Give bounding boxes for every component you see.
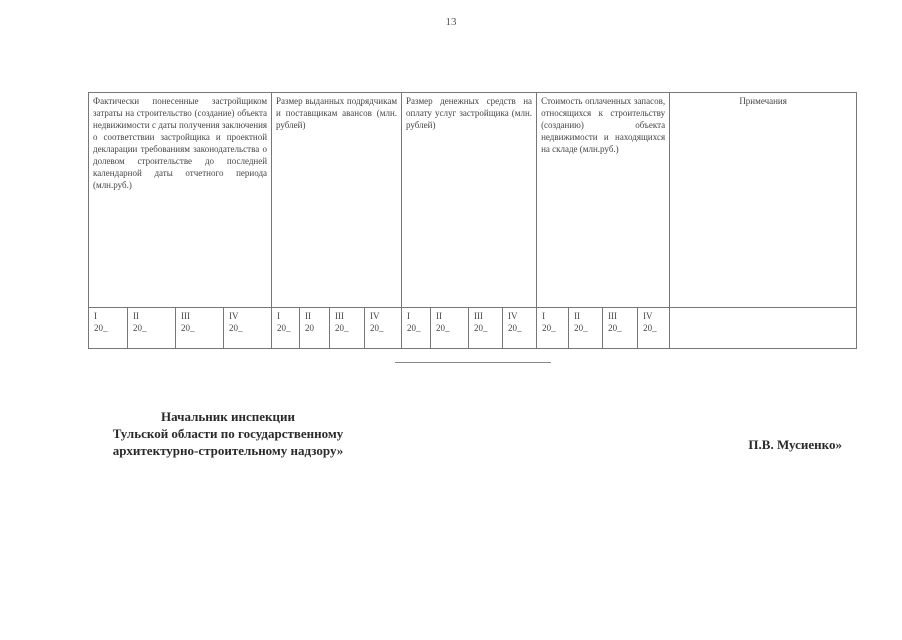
quarter-cell: IV 20_ bbox=[224, 308, 272, 349]
quarter-cell: III 20_ bbox=[176, 308, 224, 349]
quarter-cell: II 20 bbox=[300, 308, 330, 349]
header-developer-services: Размер денежных средств на оплату услуг застройщика (млн. рублей) bbox=[402, 93, 537, 308]
quarter-cell: I 20_ bbox=[537, 308, 569, 349]
signature-title bbox=[78, 408, 378, 459]
signature-title-line: архитектурно-строительному надзору» bbox=[112, 443, 344, 458]
page-number: 13 bbox=[445, 16, 457, 28]
header-notes: Примечания bbox=[670, 93, 857, 308]
report-table bbox=[88, 92, 857, 349]
quarter-cell: I 20_ bbox=[402, 308, 431, 349]
quarters-row bbox=[89, 308, 857, 349]
quarter-cell: IV 20_ bbox=[638, 308, 670, 349]
quarter-cell: III 20_ bbox=[603, 308, 638, 349]
signature-name: П.В. Мусиенко» bbox=[748, 437, 842, 452]
quarter-cell: II 20_ bbox=[128, 308, 176, 349]
header-row bbox=[89, 93, 857, 308]
quarter-cell: III 20_ bbox=[469, 308, 503, 349]
quarter-cell: II 20_ bbox=[569, 308, 603, 349]
quarter-cell: III 20_ bbox=[330, 308, 365, 349]
quarter-cell: IV 20_ bbox=[503, 308, 537, 349]
quarter-cell: I 20_ bbox=[272, 308, 300, 349]
separator-line bbox=[395, 362, 551, 363]
signature-title-line: Тульской области по государственному bbox=[112, 426, 344, 441]
header-stock-cost: Стоимость оплаченных запасов, относящихся к строительству (созданию) объекта недвижимости и находящихся на складе (млн.руб.) bbox=[537, 93, 670, 308]
notes-empty-cell bbox=[670, 308, 857, 349]
header-actual-costs: Фактически понесенные застройщиком затраты на строительство (создание) объекта недвижимости с даты получения заключения о соответствии застройщика и проектной декларации требованиям законодательства о долевом строительстве до последней календарной даты отчетного периода (млн.руб.) bbox=[89, 93, 272, 308]
signature-title-line: Начальник инспекции bbox=[161, 409, 295, 424]
quarter-cell: I 20_ bbox=[89, 308, 128, 349]
header-advances: Размер выданных подрядчикам и поставщикам авансов (млн. рублей) bbox=[272, 93, 402, 308]
quarter-cell: II 20_ bbox=[431, 308, 469, 349]
quarter-cell: IV 20_ bbox=[365, 308, 402, 349]
